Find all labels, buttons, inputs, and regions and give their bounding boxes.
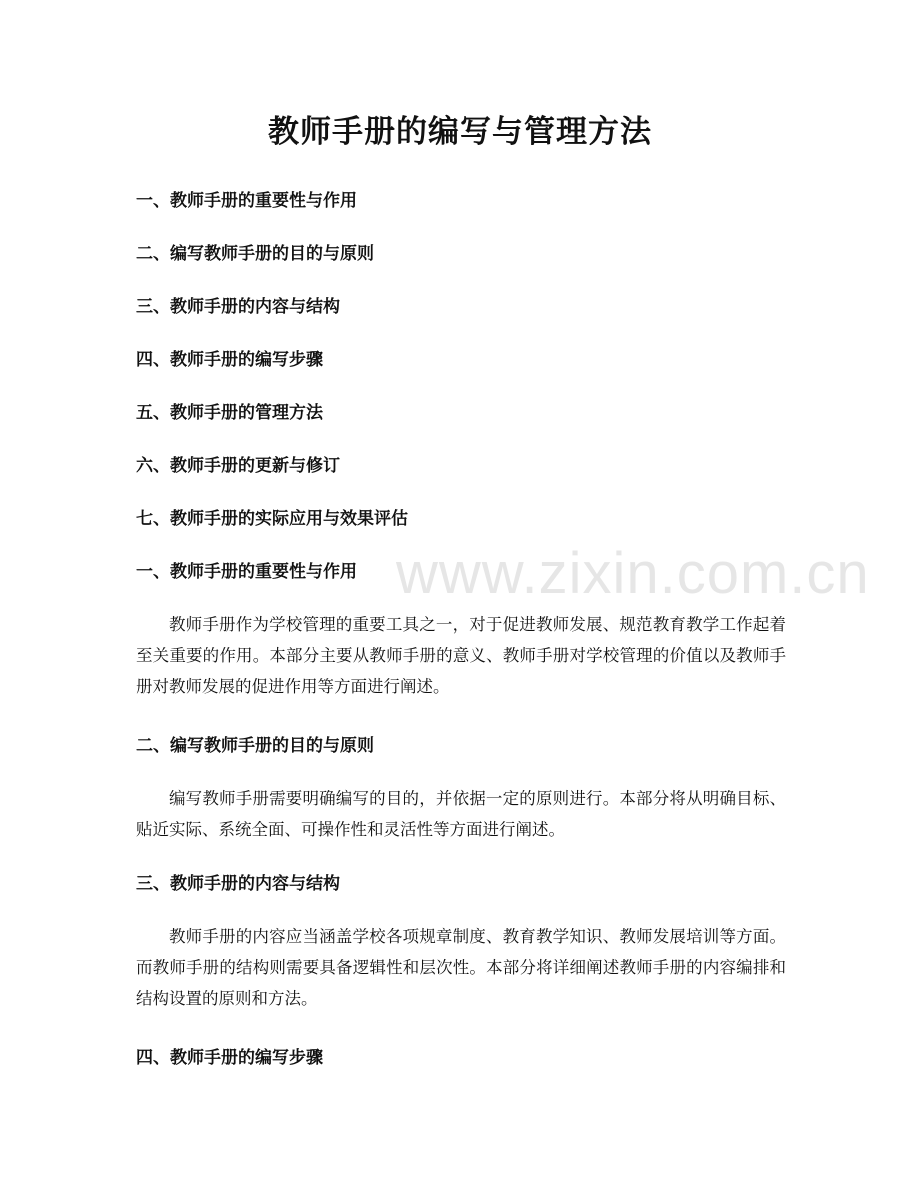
toc-item: 三、教师手册的内容与结构 [136, 297, 340, 317]
section-paragraph: 教师手册作为学校管理的重要工具之一，对于促进教师发展、规范教育教学工作起着至关重要的作用。本部分主要从教师手册的意义、教师手册对学校管理的价值以及教师手册对教师发展的促进作用等方面进行阐述。 [136, 615, 786, 696]
document-title: 教师手册的编写与管理方法 [268, 114, 652, 150]
section-heading: 二、编写教师手册的目的与原则 [136, 736, 374, 756]
toc-item: 六、教师手册的更新与修订 [136, 456, 340, 476]
section-heading: 一、教师手册的重要性与作用 [136, 562, 357, 582]
toc-item: 二、编写教师手册的目的与原则 [136, 244, 374, 264]
toc-item: 七、教师手册的实际应用与效果评估 [136, 509, 408, 529]
section-paragraph: 编写教师手册需要明确编写的目的，并依据一定的原则进行。本部分将从明确目标、贴近实际、系统全面、可操作性和灵活性等方面进行阐述。 [136, 789, 786, 839]
toc-item: 五、教师手册的管理方法 [136, 403, 323, 423]
section-paragraph: 教师手册的内容应当涵盖学校各项规章制度、教育教学知识、教师发展培训等方面。而教师手册的结构则需要具备逻辑性和层次性。本部分将详细阐述教师手册的内容编排和结构设置的原则和方法。 [136, 927, 786, 1008]
section-heading: 四、教师手册的编写步骤 [136, 1048, 323, 1068]
section-heading: 三、教师手册的内容与结构 [136, 874, 340, 894]
toc-item: 一、教师手册的重要性与作用 [136, 191, 357, 211]
watermark: www.zixin.com.cn [396, 541, 870, 606]
toc-item: 四、教师手册的编写步骤 [136, 350, 323, 370]
